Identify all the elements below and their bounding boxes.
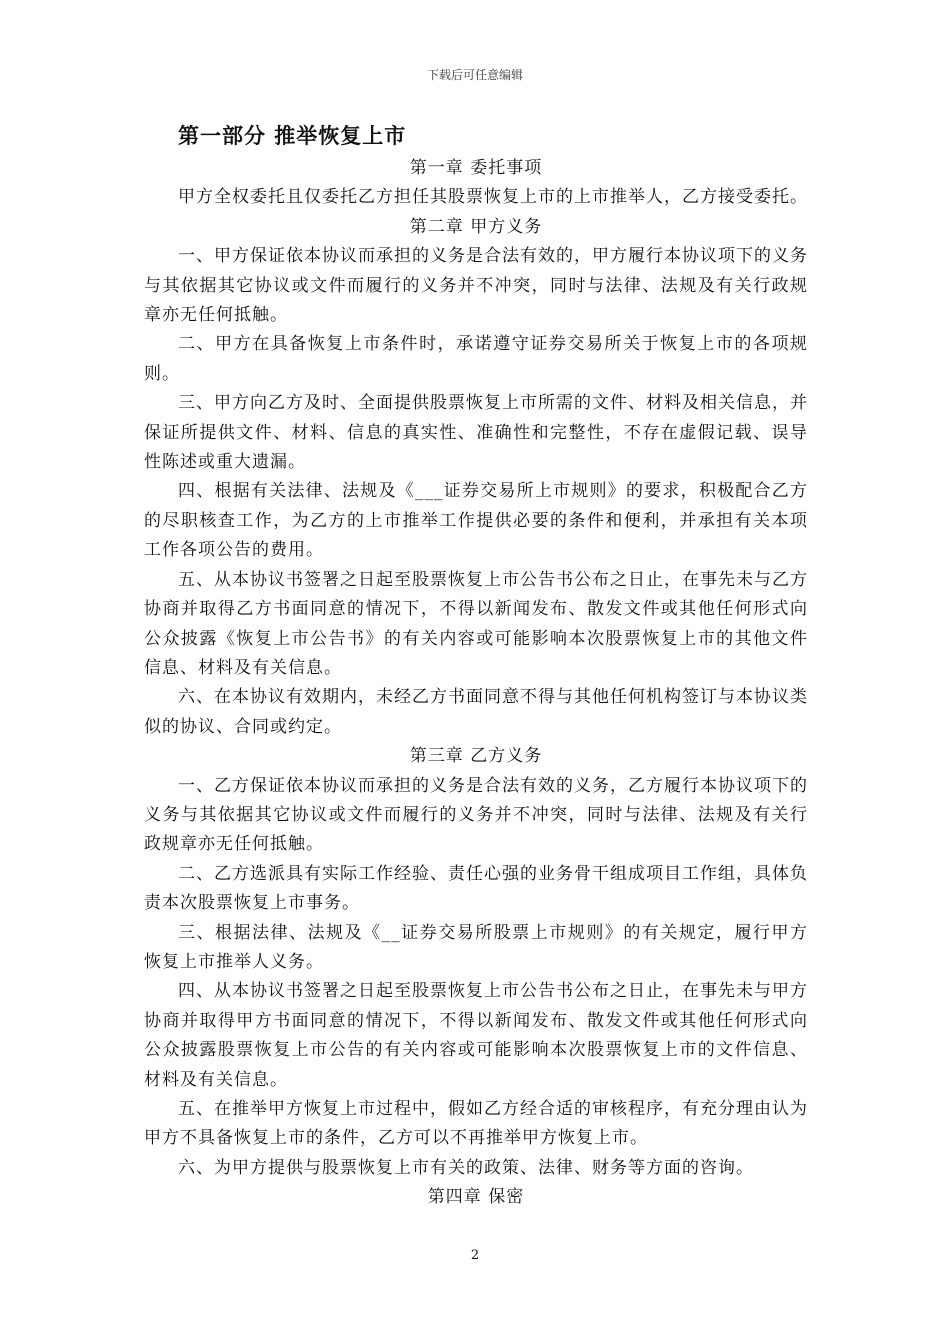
paragraph: 甲方全权委托且仅委托乙方担任其股票恢复上市的上市推举人，乙方接受委托。 <box>178 187 808 208</box>
page-header-note: 下载后可任意编辑 <box>426 68 523 82</box>
paragraph: 六、为甲方提供与股票恢复上市有关的政策、法律、财务等方面的咨询。 <box>178 1157 754 1178</box>
paragraph: 二、甲方在具备恢复上市条件时，承诺遵守证券交易所关于恢复上市的各项规则。 <box>144 334 808 384</box>
paragraph: 一、乙方保证依本协议而承担的义务是合法有效的义务，乙方履行本协议项下的义务与其依据其它协议或文件而履行的义务并不冲突，同时与法律、法规及有关行政规章亦无任何抵触。 <box>144 775 808 855</box>
paragraph: 五、从本协议书签署之日起至股票恢复上市公告书公布之日止，在事先未与乙方协商并取得乙方书面同意的情况下，不得以新闻发布、散发文件或其他任何形式向公众披露《恢复上市公告书》的有关内容或可能影响本次股票恢复上市的其他文件信息、材料及有关信息。 <box>144 569 808 678</box>
paragraph: 五、在推举甲方恢复上市过程中，假如乙方经合适的审核程序，有充分理由认为甲方不具备恢复上市的条件，乙方可以不再推举甲方恢复上市。 <box>144 1099 808 1149</box>
part-title: 第一部分 推举恢复上市 <box>178 123 407 148</box>
document-body <box>144 154 808 1213</box>
page-number: 2 <box>470 1248 480 1263</box>
paragraph: 四、根据有关法律、法规及《___证券交易所上市规则》的要求，积极配合乙方的尽职核查工作，为乙方的上市推举工作提供必要的条件和便利，并承担有关本项工作各项公告的费用。 <box>144 481 808 561</box>
chapter-heading: 第四章 保密 <box>427 1187 525 1208</box>
chapter-heading: 第一章 委托事项 <box>409 158 543 178</box>
chapter-heading: 第三章 乙方义务 <box>409 746 543 767</box>
paragraph: 三、甲方向乙方及时、全面提供股票恢复上市所需的文件、材料及相关信息，并保证所提供文件、材料、信息的真实性、准确性和完整性，不存在虚假记载、误导性陈述或重大遗漏。 <box>144 393 808 473</box>
paragraph: 一、甲方保证依本协议而承担的义务是合法有效的，甲方履行本协议项下的义务与其依据其它协议或文件而履行的义务并不冲突，同时与法律、法规及有关行政规章亦无任何抵触。 <box>144 246 808 326</box>
paragraph: 三、根据法律、法规及《__证券交易所股票上市规则》的有关规定，履行甲方恢复上市推举人义务。 <box>144 922 808 972</box>
paragraph: 六、在本协议有效期内，未经乙方书面同意不得与其他任何机构签订与本协议类似的协议、合同或约定。 <box>144 687 808 737</box>
paragraph: 四、从本协议书签署之日起至股票恢复上市公告书公布之日止，在事先未与甲方协商并取得甲方书面同意的情况下，不得以新闻发布、散发文件或其他任何形式向公众披露股票恢复上市公告的有关内容或可能影响本次股票恢复上市的文件信息、材料及有关信息。 <box>144 981 808 1090</box>
chapter-heading: 第二章 甲方义务 <box>409 216 543 237</box>
paragraph: 二、乙方选派具有实际工作经验、责任心强的业务骨干组成项目工作组，具体负责本次股票恢复上市事务。 <box>144 863 808 914</box>
